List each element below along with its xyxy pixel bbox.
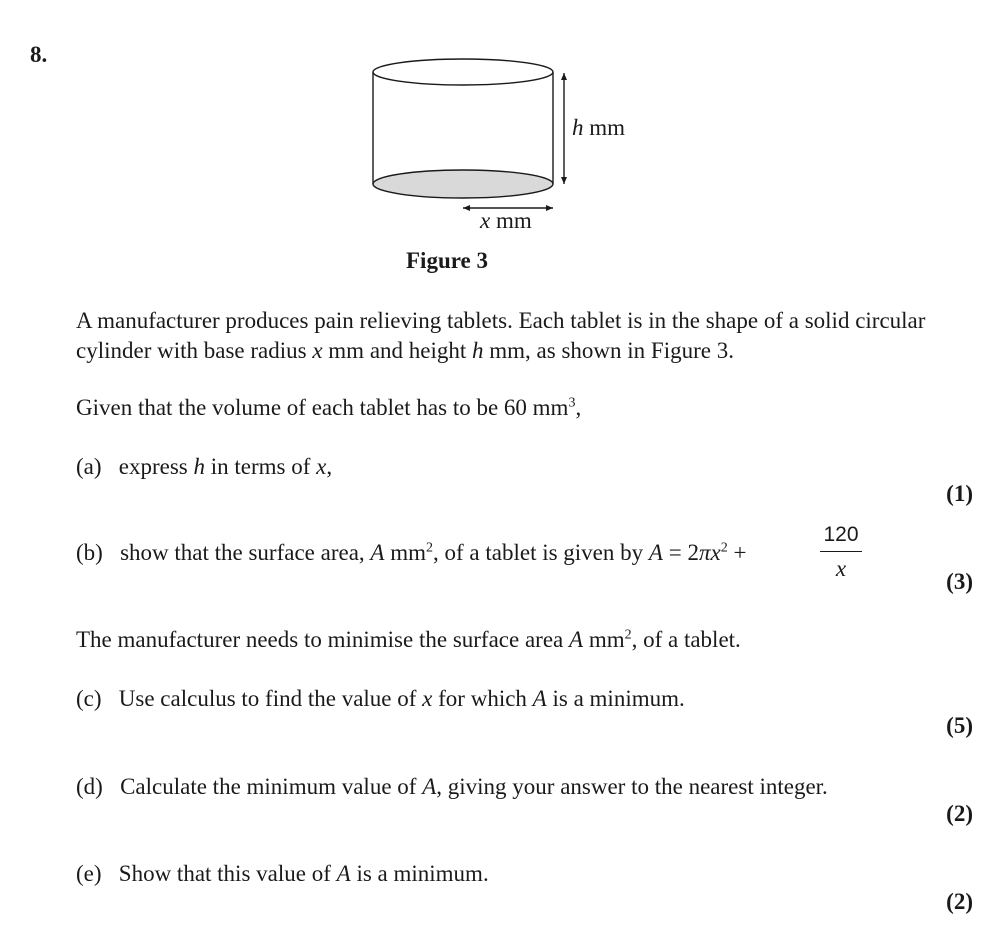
part-d: (d) Calculate the minimum value of A, giving your answer to the nearest integer. [76, 774, 828, 799]
fraction-numerator: 120 [823, 523, 859, 546]
fraction-denominator: x [835, 556, 847, 581]
part-d-label: (d) [76, 774, 103, 799]
part-c-marks: (5) [946, 713, 973, 738]
radius-label: x mm [480, 208, 532, 233]
part-b: (b) show that the surface area, A $mm^2$, of a tablet is given by $A = 2\pi x^2$ + [76, 540, 747, 565]
intro-line-1: A manufacturer produces pain relieving tablets. Each tablet is in the shape of a solid circular [76, 308, 926, 333]
part-d-marks: (2) [946, 801, 973, 826]
part-b-label: (b) [76, 540, 103, 565]
part-b-marks: (3) [946, 569, 973, 594]
minimise-statement: The manufacturer needs to minimise the surface area A $mm^2$, of a tablet. [76, 627, 741, 652]
given-statement: Given that the volume of each tablet has to be 60 $mm^3$, [76, 395, 582, 420]
part-c: (c) Use calculus to find the value of x for which A is a minimum. [76, 686, 685, 711]
part-a: (a) express h in terms of x, [76, 454, 333, 479]
intro-line-2: cylinder with base radius x mm and height h mm, as shown in Figure 3. [76, 338, 734, 363]
formula-fraction [820, 522, 862, 582]
intro-paragraph [76, 306, 925, 366]
cylinder-base [373, 170, 553, 198]
figure-caption: Figure 3 [406, 248, 488, 273]
part-c-label: (c) [76, 686, 102, 711]
part-e-marks: (2) [946, 889, 973, 914]
height-label: h mm [572, 115, 626, 140]
cylinder-figure [360, 60, 660, 233]
part-e-label: (e) [76, 861, 102, 886]
question-number: 8. [30, 42, 48, 67]
part-a-label: (a) [76, 454, 102, 479]
fraction-bar [820, 551, 862, 552]
cylinder-top [373, 59, 553, 85]
part-e: (e) Show that this value of A is a minimum. [76, 861, 489, 886]
part-a-marks: (1) [946, 481, 973, 506]
